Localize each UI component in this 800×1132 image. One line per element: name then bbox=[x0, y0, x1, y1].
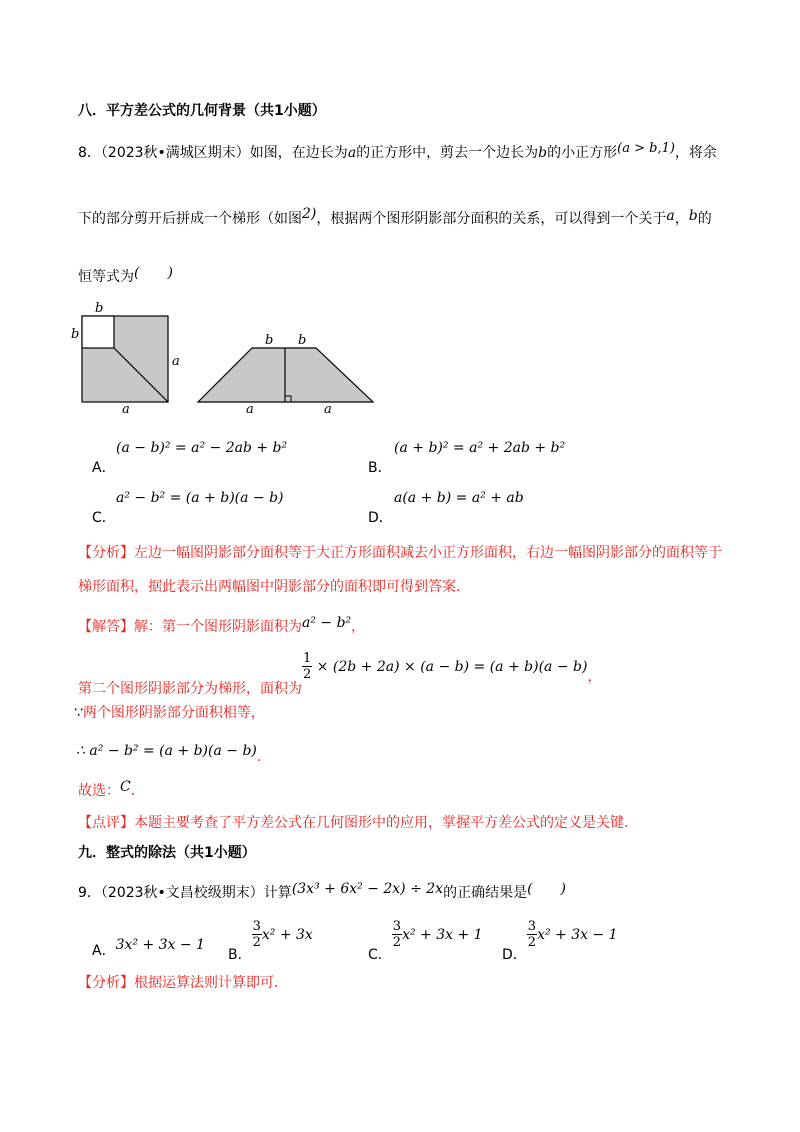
square-figure bbox=[71, 301, 180, 417]
choose-answer: C bbox=[120, 779, 131, 795]
question-9-line bbox=[78, 882, 566, 902]
option-c-formula: a² − b² = (a + b)(a − b) bbox=[116, 490, 284, 506]
question-text: 的正方形中，剪去一个边长为 bbox=[356, 145, 539, 161]
section-8-heading: 八．平方差公式的几何背景（共1小题） bbox=[78, 103, 326, 119]
answer-tag: 【解答】 bbox=[78, 619, 134, 635]
answer-line-3 bbox=[74, 702, 265, 722]
label-b-top: b bbox=[95, 301, 104, 316]
var-a: a bbox=[347, 145, 357, 161]
label-b-top-1: b bbox=[265, 333, 274, 348]
answer-expr-2-body: × (2b + 2a) × (a − b) = (a + b)(a − b) bbox=[316, 658, 588, 675]
separator: ， bbox=[674, 211, 689, 227]
answer-expr-1: a² − b² bbox=[302, 615, 352, 631]
choose-line bbox=[78, 780, 145, 800]
analysis-line-2: 梯形面积，据此表示出两幅图中阴影部分的面积即可得到答案． bbox=[78, 579, 470, 595]
fraction-denominator: 2 bbox=[303, 667, 312, 682]
fraction-denominator: 2 bbox=[527, 935, 537, 950]
small-square-cutout bbox=[82, 316, 114, 348]
option-b-label[interactable]: B． bbox=[368, 460, 392, 476]
q9-option-b[interactable] bbox=[228, 919, 313, 963]
because-symbol: ∵ bbox=[74, 705, 83, 721]
answer-paren: ( ) bbox=[527, 881, 567, 897]
analysis-tag: 【分析】 bbox=[78, 545, 134, 561]
q9-analysis-line bbox=[78, 972, 288, 992]
comment-text: 本题主要考查了平方差公式在几何图形中的应用，掌握平方差公式的定义是关键． bbox=[134, 815, 638, 831]
question-8-line-1 bbox=[78, 142, 717, 162]
option-label: A． bbox=[92, 943, 116, 959]
q9-option-c[interactable] bbox=[368, 919, 483, 963]
fraction bbox=[392, 920, 402, 949]
label-a-right: a bbox=[172, 354, 180, 369]
comment-tag: 【点评】 bbox=[78, 815, 134, 831]
answer-text: ， bbox=[351, 619, 366, 635]
figure-ref: 2) bbox=[302, 206, 317, 222]
fraction-numerator: 3 bbox=[252, 919, 261, 934]
answer-line-1 bbox=[78, 616, 365, 636]
question-text: 的小正方形 bbox=[547, 145, 618, 161]
analysis-line-1 bbox=[78, 542, 722, 562]
answer-text: ， bbox=[587, 668, 602, 685]
option-label: C． bbox=[368, 946, 392, 963]
analysis-text: 根据运算法则计算即可． bbox=[134, 975, 288, 991]
question-8-line-3 bbox=[78, 266, 173, 286]
answer-expr-2 bbox=[302, 651, 588, 682]
option-d-label[interactable]: D． bbox=[368, 510, 393, 526]
option-c-label[interactable]: C． bbox=[92, 510, 116, 526]
var-b: b bbox=[688, 208, 698, 224]
answer-paren: ( ) bbox=[134, 265, 173, 281]
label-a-bottom-1: a bbox=[246, 402, 254, 417]
therefore-line bbox=[76, 740, 271, 765]
comment-line bbox=[78, 812, 638, 832]
answer-text: 两个图形阴影部分面积相等， bbox=[82, 705, 265, 721]
fraction-half bbox=[302, 652, 312, 681]
label-b-top-2: b bbox=[298, 333, 307, 348]
option-formula: 3x² + 3x − 1 bbox=[115, 937, 205, 953]
question-expr: (3x³ + 6x² − 2x) ÷ 2x bbox=[291, 881, 444, 897]
option-formula: x² + 3x + 1 bbox=[402, 926, 483, 943]
question-text: 的 bbox=[697, 211, 712, 227]
question-number: 8． bbox=[78, 145, 101, 161]
option-label: D． bbox=[502, 946, 527, 963]
question-text: 的正确结果是 bbox=[443, 885, 528, 901]
q9-option-a[interactable] bbox=[92, 934, 205, 959]
question-text: 下的部分剪开后拼成一个梯形（如图 bbox=[78, 211, 302, 227]
geometry-figure bbox=[62, 298, 382, 418]
answer-text: 解：第一个图形阴影面积为 bbox=[134, 619, 302, 635]
fraction-denominator: 2 bbox=[252, 935, 261, 950]
option-a-formula: (a − b)² = a² − 2ab + b² bbox=[116, 440, 288, 456]
label-a-bottom: a bbox=[122, 402, 130, 417]
fraction bbox=[527, 920, 537, 949]
fraction-numerator: 3 bbox=[392, 919, 402, 934]
question-text: （2023秋•满城区期末）如图，在边长为 bbox=[100, 145, 348, 161]
therefore-expr: ∴ a² − b² = (a + b)(a − b) bbox=[76, 743, 257, 759]
condition-expr: (a > b,1) bbox=[617, 141, 675, 156]
option-formula: x² + 3x bbox=[261, 926, 313, 943]
question-number: 9． bbox=[78, 885, 101, 901]
fraction-numerator: 3 bbox=[527, 919, 537, 934]
choose-label: 故选： bbox=[78, 783, 120, 799]
answer-text: 第二个图形阴影部分为梯形，面积为 bbox=[78, 680, 302, 697]
fraction bbox=[252, 920, 262, 949]
period: ． bbox=[256, 749, 271, 765]
fraction-numerator: 1 bbox=[303, 651, 312, 666]
option-label: B． bbox=[228, 946, 252, 963]
option-formula: x² + 3x − 1 bbox=[537, 926, 618, 943]
var-b: b bbox=[538, 145, 548, 161]
fraction-denominator: 2 bbox=[392, 935, 402, 950]
option-b-formula: (a + b)² = a² + 2ab + b² bbox=[394, 440, 566, 456]
question-text: （2023秋•文昌校级期末）计算 bbox=[100, 885, 292, 901]
section-9-heading: 九．整式的除法（共1小题） bbox=[78, 845, 256, 861]
label-a-bottom-2: a bbox=[324, 402, 332, 417]
label-b-left: b bbox=[71, 327, 80, 342]
option-a-label[interactable]: A． bbox=[92, 460, 116, 476]
question-8-line-2 bbox=[78, 208, 712, 228]
analysis-text: 左边一幅图阴影部分面积等于大正方形面积减去小正方形面积，右边一幅图阴影部分的面积等于 bbox=[134, 545, 722, 561]
trapezoid-figure bbox=[198, 333, 373, 417]
period: ． bbox=[130, 783, 145, 799]
question-text: ，将余 bbox=[674, 145, 717, 161]
analysis-tag: 【分析】 bbox=[78, 975, 134, 991]
var-a: a bbox=[666, 208, 675, 224]
q9-option-d[interactable] bbox=[502, 919, 618, 963]
answer-line-2 bbox=[78, 651, 602, 697]
option-d-formula: a(a + b) = a² + ab bbox=[394, 490, 524, 506]
question-text: 恒等式为 bbox=[78, 269, 134, 285]
question-text: ，根据两个图形阴影部分面积的关系，可以得到一个关于 bbox=[316, 211, 667, 227]
